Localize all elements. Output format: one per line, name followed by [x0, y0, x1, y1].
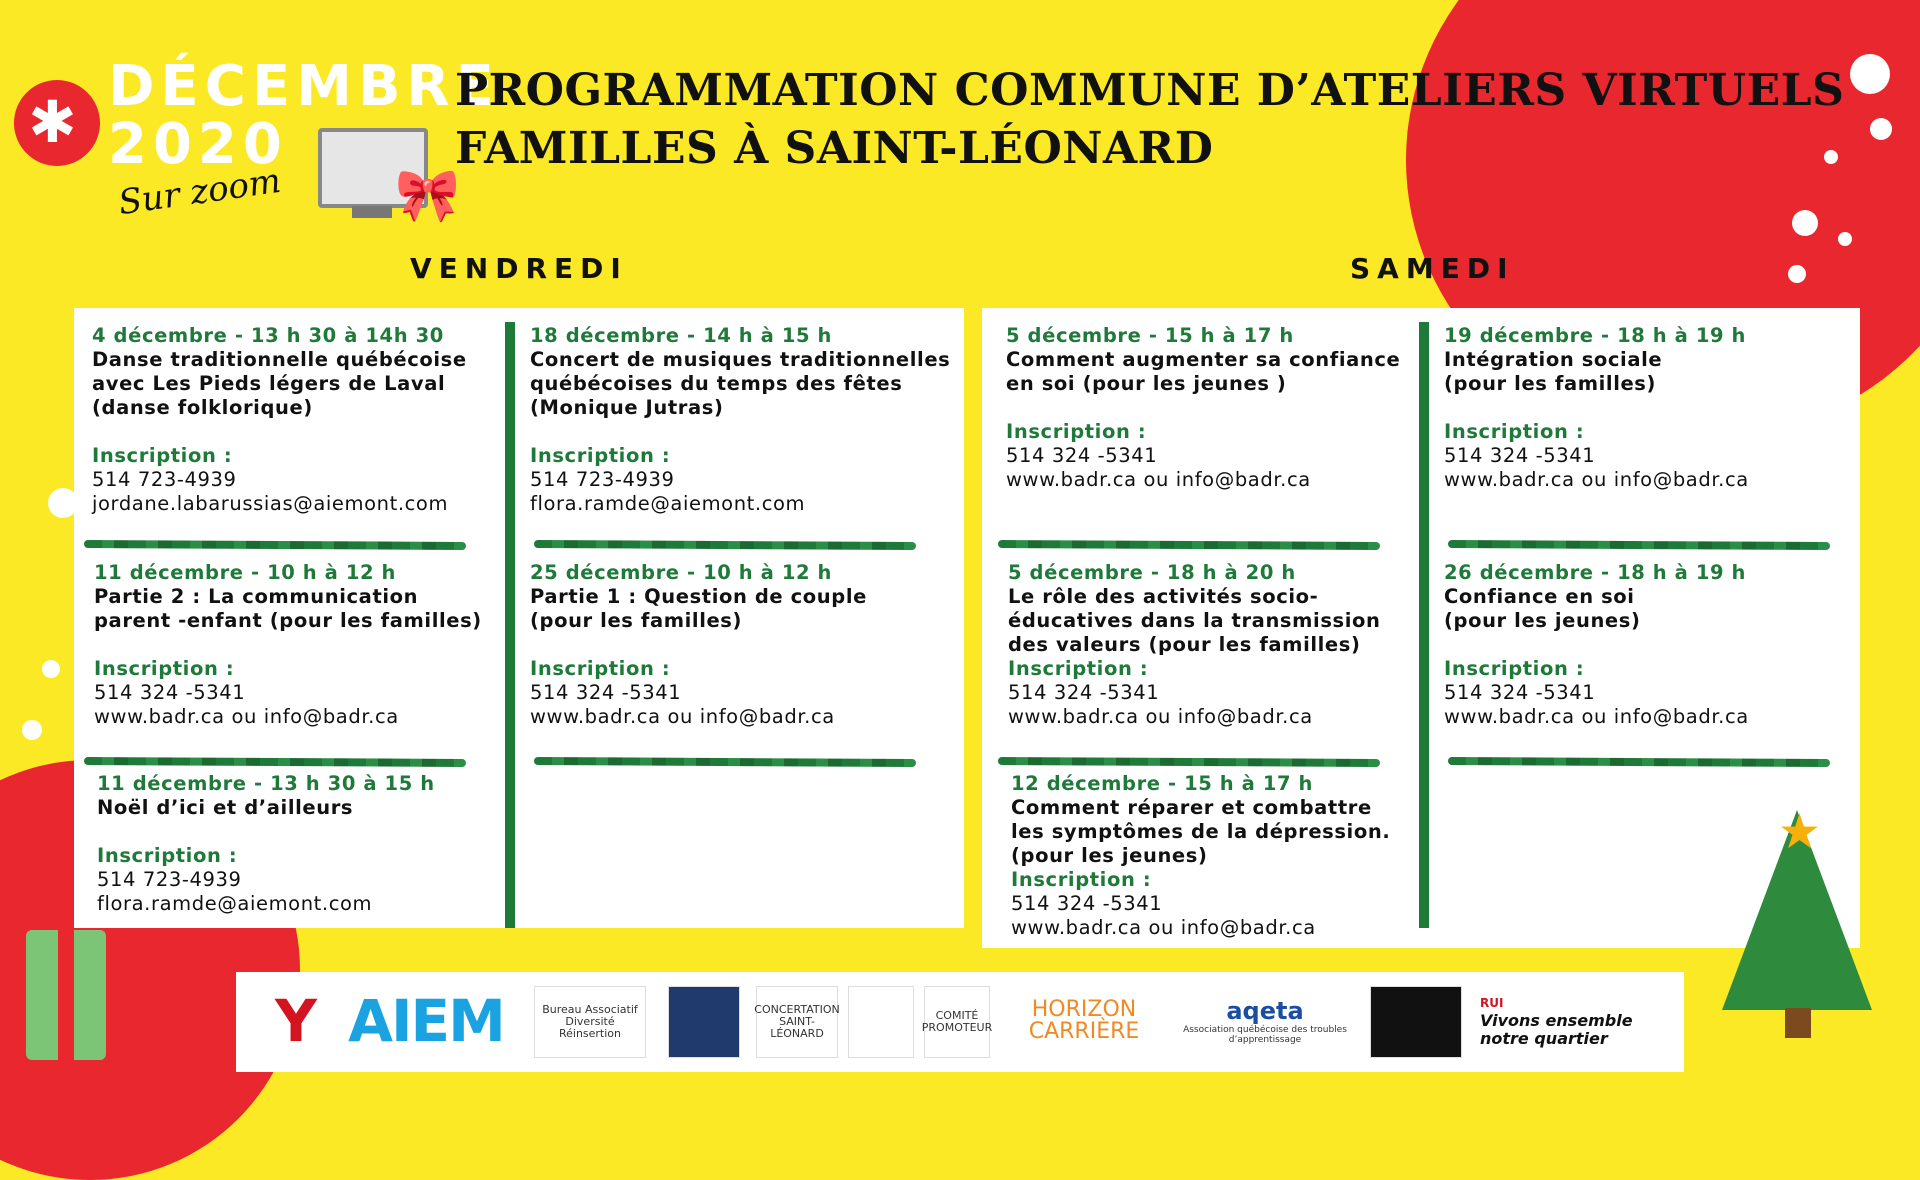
snow-dot [1788, 265, 1806, 283]
gift-ribbon-icon [58, 930, 74, 1060]
snow-dot [1792, 210, 1818, 236]
comite-promoteur-logo: COMITÉ PROMOTEUR [924, 986, 990, 1058]
registration-label: Inscription : [1006, 420, 1147, 443]
registration-contact: www.badr.ca ou info@badr.ca [1444, 705, 1749, 728]
event-card [97, 772, 507, 916]
snowflake-icon: ✱ [28, 88, 77, 156]
monitor-stand-icon [352, 206, 392, 218]
aqeta-subtitle: Association québécoise des troubles d’apprentissage [1183, 1025, 1347, 1045]
event-title: Danse traditionnelle québécoise avec Les Pieds légers de Laval (danse folklorique) [92, 348, 467, 419]
star-icon: ★ [1778, 804, 1822, 860]
rui-line-2: notre quartier [1480, 1029, 1608, 1048]
registration-phone: 514 324 -5341 [1444, 681, 1596, 704]
title-line-2: FAMILLES À SAINT-LÉONARD [455, 123, 1214, 174]
registration-label: Inscription : [97, 844, 238, 867]
registration-contact: flora.ramde@aiemont.com [530, 492, 806, 515]
registration-phone: 514 324 -5341 [1011, 892, 1163, 915]
event-date: 11 décembre - 13 h 30 à 15 h [97, 772, 435, 795]
title-line-1: PROGRAMMATION COMMUNE D’ATELIERS VIRTUELS [455, 65, 1845, 116]
event-card [1008, 561, 1418, 729]
event-date: 11 décembre - 10 h à 12 h [94, 561, 397, 584]
registration-label: Inscription : [92, 444, 233, 467]
header-year: 2020 [108, 112, 288, 177]
event-title: Comment réparer et combattre les symptômes de la dépression. (pour les jeunes) [1011, 796, 1391, 867]
event-date: 5 décembre - 15 h à 17 h [1006, 324, 1294, 347]
event-title: Partie 1 : Question de couple (pour les familles) [530, 585, 867, 632]
aqeta-name: aqeta [1226, 997, 1304, 1025]
snow-dot [1850, 54, 1890, 94]
event-date: 18 décembre - 14 h à 15 h [530, 324, 833, 347]
registration-contact: www.badr.ca ou info@badr.ca [530, 705, 835, 728]
page-title [455, 62, 1844, 178]
event-card [1444, 324, 1854, 492]
registration-label: Inscription : [1008, 657, 1149, 680]
event-date: 19 décembre - 18 h à 19 h [1444, 324, 1747, 347]
registration-contact: jordane.labarussias@aiemont.com [92, 492, 449, 515]
registration-phone: 514 324 -5341 [1008, 681, 1160, 704]
concertation-logo: CONCERTATION SAINT-LÉONARD [756, 986, 838, 1058]
registration-phone: 514 324 -5341 [1444, 444, 1596, 467]
carriere-text: CARRIÈRE [1028, 1019, 1140, 1044]
registration-label: Inscription : [94, 657, 235, 680]
aiem-logo: AIEM [348, 987, 504, 1055]
event-card [94, 561, 504, 729]
registration-label: Inscription : [530, 657, 671, 680]
registration-label: Inscription : [1444, 657, 1585, 680]
registration-label: Inscription : [1444, 420, 1585, 443]
event-date: 4 décembre - 13 h 30 à 14h 30 [92, 324, 444, 347]
bow-icon: 🎀 [395, 166, 460, 226]
badr-logo: Bureau Associatif Diversité Réinsertion [534, 986, 646, 1058]
registration-label: Inscription : [530, 444, 671, 467]
registration-phone: 514 723-4939 [97, 868, 242, 891]
maison-famille-logo [848, 986, 914, 1058]
event-title: Intégration sociale (pour les familles) [1444, 348, 1663, 395]
registration-phone: 514 324 -5341 [94, 681, 246, 704]
registration-contact: www.badr.ca ou info@badr.ca [1006, 468, 1311, 491]
rui-logo [1480, 986, 1660, 1056]
horizon-carriere-logo [1004, 986, 1164, 1056]
event-title: Noël d’ici et d’ailleurs [97, 796, 354, 819]
puzzle-logo [1370, 986, 1462, 1058]
ymca-logo: Y [275, 987, 317, 1055]
event-card [1011, 772, 1421, 940]
registration-contact: www.badr.ca ou info@badr.ca [94, 705, 399, 728]
rui-tag: RUI [1480, 996, 1504, 1010]
registration-phone: 514 324 -5341 [1006, 444, 1158, 467]
header-subtitle: Sur zoom [116, 160, 284, 224]
event-title: Concert de musiques traditionnelles québécoises du temps des fêtes (Monique Jutras) [530, 348, 951, 419]
event-title: Partie 2 : La communication parent -enfant (pour les familles) [94, 585, 482, 632]
registration-phone: 514 723-4939 [92, 468, 237, 491]
registration-contact: www.badr.ca ou info@badr.ca [1011, 916, 1316, 939]
event-card [92, 324, 502, 516]
snow-dot [42, 660, 60, 678]
event-card [1444, 561, 1854, 729]
header-date [108, 54, 500, 177]
horizon-text: HORIZON [1031, 997, 1137, 1022]
day-heading-friday: VENDREDI [410, 252, 628, 285]
snow-dot [1838, 232, 1852, 246]
event-title: Confiance en soi (pour les jeunes) [1444, 585, 1641, 632]
rui-line-1: Vivons ensemble [1480, 1011, 1633, 1030]
partner-logos [236, 972, 1684, 1072]
event-date: 12 décembre - 15 h à 17 h [1011, 772, 1314, 795]
event-title: Le rôle des activités socio- éducatives dans la transmission des valeurs (pour les familles) [1008, 585, 1381, 656]
registration-phone: 514 324 -5341 [530, 681, 682, 704]
day-heading-saturday: SAMEDI [1350, 252, 1515, 285]
event-title: Comment augmenter sa confiance en soi (pour les jeunes ) [1006, 348, 1401, 395]
aqeta-logo [1180, 986, 1350, 1056]
registration-contact: www.badr.ca ou info@badr.ca [1008, 705, 1313, 728]
snow-dot [1870, 118, 1892, 140]
registration-contact: flora.ramde@aiemont.com [97, 892, 373, 915]
registration-contact: www.badr.ca ou info@badr.ca [1444, 468, 1749, 491]
registration-label: Inscription : [1011, 868, 1152, 891]
snow-dot [22, 720, 42, 740]
fact-logo [668, 986, 740, 1058]
event-date: 25 décembre - 10 h à 12 h [530, 561, 833, 584]
event-date: 5 décembre - 18 h à 20 h [1008, 561, 1296, 584]
event-card [1006, 324, 1416, 492]
tree-trunk-icon [1785, 1008, 1811, 1038]
header-month: DÉCEMBRE [108, 54, 500, 119]
event-card [530, 561, 960, 729]
event-date: 26 décembre - 18 h à 19 h [1444, 561, 1747, 584]
registration-phone: 514 723-4939 [530, 468, 675, 491]
event-card [530, 324, 960, 516]
